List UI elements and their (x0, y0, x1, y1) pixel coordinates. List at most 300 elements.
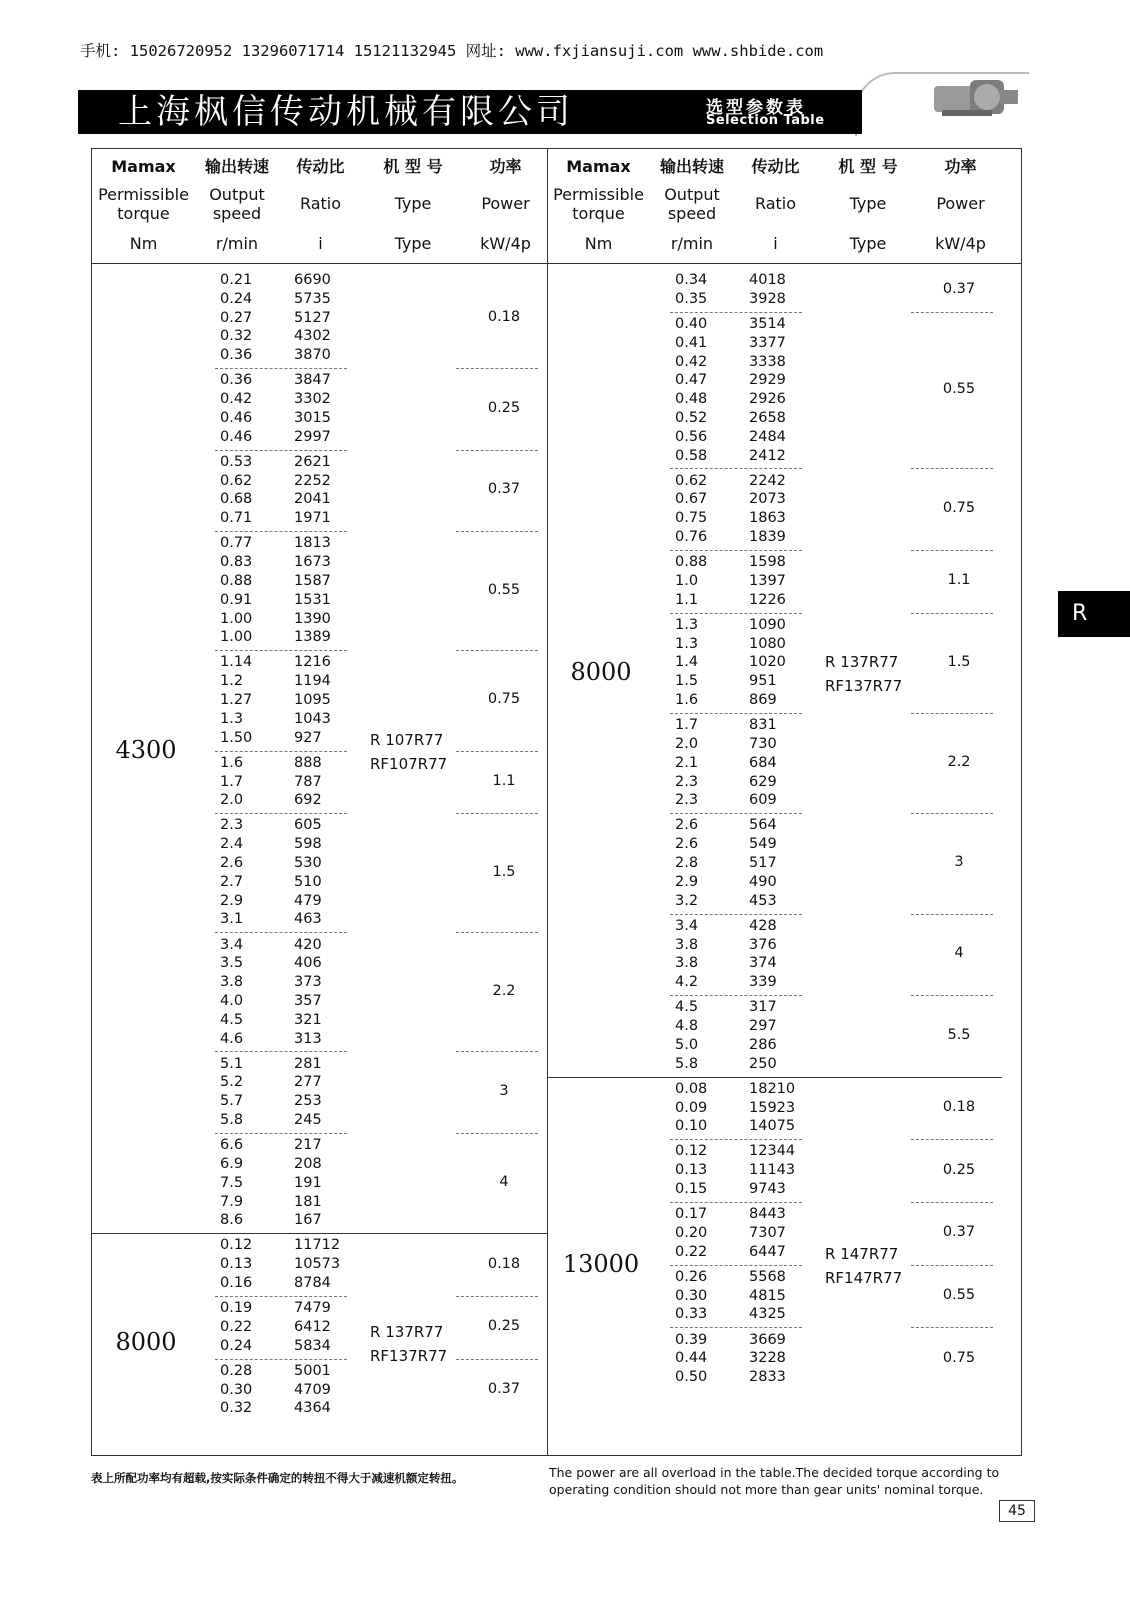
header-0-en2: torque (572, 204, 625, 223)
right-power-2: 0.75 (942, 500, 976, 517)
right-ratio-1-1: 3377 (749, 334, 786, 351)
left-ratio-11-2: 5834 (294, 1337, 331, 1354)
left-power-8: 3 (499, 1083, 509, 1100)
left-ratio-10-1: 10573 (294, 1256, 341, 1273)
right-psep-12 (911, 1327, 993, 1328)
right-ratio-11-0: 8443 (749, 1206, 786, 1223)
right-power-8: 5.5 (947, 1026, 971, 1043)
left-speed-7-0: 3.4 (220, 936, 244, 953)
right-type-0-b: RF137R77 (825, 676, 903, 695)
right-speed-2-2: 0.75 (675, 510, 708, 527)
left-ratio-3-4: 1390 (294, 610, 331, 627)
left-sep-5 (215, 813, 347, 814)
header-1-unit: r/min (670, 234, 714, 253)
right-ratio-1-6: 2484 (749, 428, 786, 445)
header-2-en: Ratio (299, 194, 342, 213)
right-speed-10-1: 0.13 (675, 1162, 708, 1179)
left-speed-9-1: 6.9 (220, 1155, 244, 1172)
right-sep-1 (670, 468, 802, 469)
left-ratio-7-5: 313 (294, 1030, 322, 1047)
left-speed-1-1: 0.42 (220, 391, 253, 408)
left-speed-10-2: 0.16 (220, 1275, 253, 1291)
left-speed-1-2: 0.46 (220, 409, 253, 426)
left-ratio-8-0: 281 (294, 1055, 322, 1072)
left-ratio-5-1: 787 (294, 773, 322, 790)
left-ratio-7-0: 420 (294, 936, 322, 953)
right-ratio-3-1: 1397 (749, 572, 786, 589)
right-speed-5-3: 2.3 (675, 773, 699, 790)
left-sep-4 (215, 751, 347, 752)
header-2-cn: 传动比 (296, 157, 345, 176)
right-ratio-3-2: 1226 (749, 591, 786, 608)
right-ratio-1-2: 3338 (749, 353, 786, 370)
right-speed-5-1: 2.0 (675, 735, 699, 752)
right-power-12: 0.55 (942, 1287, 976, 1303)
header-3-cn: 机 型 号 (838, 157, 898, 176)
right-ratio-12-0: 5568 (749, 1268, 786, 1285)
left-torque-0: 4300 (115, 736, 177, 765)
right-ratio-13-0: 3669 (749, 1331, 786, 1348)
right-power-9: 0.18 (942, 1098, 976, 1115)
right-ratio-13-2: 2833 (749, 1369, 786, 1386)
right-sep-12 (670, 1327, 802, 1328)
left-psep-4 (456, 751, 538, 752)
left-ratio-6-4: 479 (294, 892, 322, 909)
right-ratio-5-2: 684 (749, 754, 777, 771)
right-ratio-7-3: 339 (749, 974, 777, 991)
left-ratio-7-4: 321 (294, 1011, 322, 1028)
left-ratio-9-3: 181 (294, 1193, 322, 1210)
left-speed-8-2: 5.7 (220, 1093, 244, 1110)
right-ratio-9-2: 14075 (749, 1118, 796, 1135)
right-speed-8-1: 4.8 (675, 1018, 699, 1034)
right-psep-3 (911, 613, 993, 614)
right-psep-1 (911, 468, 993, 469)
right-sep-0 (670, 312, 802, 313)
right-sep-11 (670, 1265, 802, 1266)
contact-line: 手机: 15026720952 13296071714 15121132945 网址: www.fxjiansuji.com www.shbide.com (80, 42, 824, 60)
right-torque-divider-1 (547, 1077, 1002, 1078)
right-speed-7-1: 3.8 (675, 936, 699, 953)
right-speed-1-6: 0.56 (675, 428, 708, 445)
left-speed-7-1: 3.5 (220, 955, 244, 972)
left-speed-4-2: 1.27 (220, 692, 253, 708)
left-psep-3 (456, 650, 538, 651)
left-speed-3-5: 1.00 (220, 629, 253, 646)
header-0-en1: Permissible (98, 185, 189, 204)
left-ratio-6-1: 598 (294, 836, 322, 853)
left-speed-9-3: 7.9 (220, 1193, 244, 1210)
right-power-4: 1.5 (947, 653, 971, 670)
left-psep-5 (456, 813, 538, 814)
right-ratio-7-0: 428 (749, 917, 777, 934)
right-ratio-9-0: 18210 (749, 1080, 796, 1097)
right-speed-1-5: 0.52 (675, 409, 708, 426)
right-ratio-2-0: 2242 (749, 472, 786, 489)
right-ratio-1-4: 2926 (749, 391, 786, 408)
left-speed-4-3: 1.3 (220, 710, 244, 727)
right-speed-3-1: 1.0 (675, 572, 699, 589)
left-ratio-8-1: 277 (294, 1074, 322, 1091)
left-speed-3-0: 0.77 (220, 535, 253, 552)
right-power-1: 0.55 (942, 381, 976, 398)
right-ratio-10-1: 11143 (749, 1162, 796, 1179)
left-ratio-6-2: 530 (294, 855, 322, 871)
right-ratio-7-1: 376 (749, 936, 777, 953)
right-speed-13-2: 0.50 (675, 1369, 708, 1386)
right-ratio-10-0: 12344 (749, 1143, 796, 1160)
right-ratio-5-3: 629 (749, 773, 777, 790)
left-sep-8 (215, 1133, 347, 1134)
right-speed-6-0: 2.6 (675, 817, 699, 834)
right-ratio-2-3: 1839 (749, 529, 786, 545)
header-1-en2: speed (212, 204, 262, 223)
right-speed-1-7: 0.58 (675, 447, 708, 464)
right-ratio-12-2: 4325 (749, 1306, 786, 1323)
right-ratio-11-2: 6447 (749, 1243, 786, 1260)
left-speed-3-4: 1.00 (220, 610, 253, 627)
selection-title-cn: 选型参数表 (706, 98, 806, 118)
right-power-3: 1.1 (947, 572, 971, 589)
left-ratio-12-2: 4364 (294, 1400, 331, 1417)
right-ratio-11-1: 7307 (749, 1224, 786, 1241)
left-ratio-2-0: 2621 (294, 453, 331, 470)
header-4-unit: kW/4p (935, 234, 986, 253)
right-psep-7 (911, 995, 993, 996)
right-speed-8-0: 4.5 (675, 999, 699, 1016)
right-ratio-8-0: 317 (749, 999, 777, 1016)
right-ratio-0-1: 3928 (749, 290, 786, 307)
right-power-7: 4 (954, 945, 964, 962)
right-speed-3-2: 1.1 (675, 591, 699, 608)
left-ratio-9-0: 217 (294, 1137, 322, 1154)
left-sep-10 (215, 1296, 347, 1297)
right-sep-9 (670, 1139, 802, 1140)
header-0-en1: Permissible (553, 185, 644, 204)
left-power-9: 4 (499, 1174, 509, 1191)
left-ratio-0-1: 5735 (294, 290, 331, 307)
selection-title-en: Selection Table (706, 113, 825, 128)
header-1-en2: speed (667, 204, 717, 223)
left-speed-5-0: 1.6 (220, 754, 244, 771)
right-psep-11 (911, 1265, 993, 1266)
left-speed-7-3: 4.0 (220, 992, 244, 1009)
left-speed-11-1: 0.22 (220, 1318, 253, 1335)
right-ratio-12-1: 4815 (749, 1287, 786, 1304)
left-psep-2 (456, 531, 538, 532)
left-speed-3-1: 0.83 (220, 554, 253, 571)
right-ratio-6-0: 564 (749, 817, 777, 834)
right-power-11: 0.37 (942, 1224, 976, 1241)
header-3-en: Type (394, 194, 432, 213)
left-sep-11 (215, 1359, 347, 1360)
left-speed-0-3: 0.32 (220, 328, 253, 345)
left-ratio-10-2: 8784 (294, 1275, 331, 1291)
right-sep-5 (670, 813, 802, 814)
left-speed-2-2: 0.68 (220, 491, 253, 508)
right-speed-1-4: 0.48 (675, 391, 708, 408)
left-speed-1-3: 0.46 (220, 428, 253, 445)
left-speed-4-1: 1.2 (220, 673, 244, 690)
right-speed-0-0: 0.34 (675, 272, 708, 288)
right-speed-7-3: 4.2 (675, 974, 699, 991)
left-psep-10 (456, 1296, 538, 1297)
right-speed-5-2: 2.1 (675, 754, 699, 771)
left-speed-0-1: 0.24 (220, 290, 253, 307)
left-ratio-8-3: 245 (294, 1112, 322, 1128)
left-speed-11-2: 0.24 (220, 1337, 253, 1354)
right-speed-2-1: 0.67 (675, 491, 708, 508)
right-speed-13-0: 0.39 (675, 1331, 708, 1348)
right-speed-6-1: 2.6 (675, 836, 699, 853)
left-ratio-4-3: 1043 (294, 710, 331, 727)
left-ratio-9-4: 167 (294, 1212, 322, 1229)
left-ratio-3-2: 1587 (294, 572, 331, 589)
right-ratio-1-7: 2412 (749, 447, 786, 464)
right-speed-0-1: 0.35 (675, 290, 708, 307)
left-speed-10-1: 0.13 (220, 1256, 253, 1273)
right-speed-6-3: 2.9 (675, 873, 699, 890)
left-speed-1-0: 0.36 (220, 372, 253, 389)
header-3-unit: Type (394, 234, 432, 253)
left-ratio-6-3: 510 (294, 873, 322, 890)
left-ratio-0-4: 3870 (294, 347, 331, 364)
header-0-unit: Nm (584, 234, 613, 253)
left-ratio-9-1: 208 (294, 1155, 322, 1172)
left-ratio-10-0: 11712 (294, 1237, 341, 1254)
right-ratio-4-1: 1080 (749, 635, 786, 652)
right-type-1-b: RF147R77 (825, 1268, 903, 1287)
right-sep-6 (670, 914, 802, 915)
right-speed-12-2: 0.33 (675, 1306, 708, 1323)
right-psep-6 (911, 914, 993, 915)
right-speed-12-1: 0.30 (675, 1287, 708, 1304)
right-ratio-1-3: 2929 (749, 372, 786, 389)
header-2-unit: i (318, 234, 323, 253)
header-4-en: Power (481, 194, 530, 213)
left-speed-9-0: 6.6 (220, 1137, 244, 1154)
left-ratio-6-5: 463 (294, 911, 322, 928)
right-sep-2 (670, 550, 802, 551)
left-speed-12-2: 0.32 (220, 1400, 253, 1417)
left-speed-4-4: 1.50 (220, 729, 253, 746)
right-power-5: 2.2 (947, 754, 971, 771)
left-ratio-12-1: 4709 (294, 1381, 331, 1398)
left-speed-5-2: 2.0 (220, 792, 244, 809)
left-ratio-9-2: 191 (294, 1174, 322, 1191)
left-speed-8-0: 5.1 (220, 1055, 244, 1072)
left-speed-3-3: 0.91 (220, 591, 253, 608)
left-speed-7-4: 4.5 (220, 1011, 244, 1028)
right-sep-4 (670, 713, 802, 714)
right-speed-10-0: 0.12 (675, 1143, 708, 1160)
right-speed-11-1: 0.20 (675, 1224, 708, 1241)
left-ratio-3-5: 1389 (294, 629, 331, 646)
right-ratio-5-4: 609 (749, 792, 777, 809)
right-ratio-4-4: 869 (749, 692, 777, 708)
header-divider (92, 263, 1021, 264)
left-ratio-0-0: 6690 (294, 272, 331, 288)
right-speed-9-2: 0.10 (675, 1118, 708, 1135)
right-ratio-8-1: 297 (749, 1018, 777, 1034)
left-speed-11-0: 0.19 (220, 1300, 253, 1317)
left-sep-7 (215, 1051, 347, 1052)
right-ratio-9-1: 15923 (749, 1099, 796, 1116)
left-ratio-1-0: 3847 (294, 372, 331, 389)
header-0-cn: Mamax (566, 157, 631, 176)
header-1-en1: Output (209, 185, 265, 204)
header-2-cn: 传动比 (751, 157, 800, 176)
left-ratio-0-3: 4302 (294, 328, 331, 345)
right-sep-7 (670, 995, 802, 996)
right-psep-10 (911, 1202, 993, 1203)
left-ratio-4-1: 1194 (294, 673, 331, 690)
company-name: 上海枫信传动机械有限公司 (118, 92, 574, 132)
left-ratio-0-2: 5127 (294, 309, 331, 326)
header-1-unit: r/min (215, 234, 259, 253)
left-ratio-1-3: 2997 (294, 428, 331, 445)
left-speed-0-0: 0.21 (220, 272, 253, 288)
right-power-0: 0.37 (942, 280, 976, 297)
right-ratio-10-2: 9743 (749, 1181, 786, 1197)
left-sep-2 (215, 531, 347, 532)
right-speed-9-0: 0.08 (675, 1080, 708, 1097)
left-speed-3-2: 0.88 (220, 572, 253, 589)
right-speed-8-2: 5.0 (675, 1036, 699, 1053)
header-4-en: Power (936, 194, 985, 213)
left-psep-1 (456, 450, 538, 451)
right-speed-12-0: 0.26 (675, 1268, 708, 1285)
right-torque-0: 8000 (570, 657, 632, 686)
left-ratio-3-0: 1813 (294, 535, 331, 552)
left-speed-7-5: 4.6 (220, 1030, 244, 1047)
right-speed-13-1: 0.44 (675, 1350, 708, 1367)
right-speed-11-0: 0.17 (675, 1206, 708, 1223)
header-1-en1: Output (664, 185, 720, 204)
right-speed-3-0: 0.88 (675, 554, 708, 571)
right-speed-8-3: 5.8 (675, 1055, 699, 1072)
left-psep-6 (456, 932, 538, 933)
right-speed-5-0: 1.7 (675, 717, 699, 734)
right-speed-1-2: 0.42 (675, 353, 708, 370)
section-tab: R (1058, 591, 1130, 637)
left-ratio-4-4: 927 (294, 729, 322, 746)
header-2-en: Ratio (754, 194, 797, 213)
left-torque-divider-1 (92, 1233, 547, 1234)
left-speed-6-3: 2.7 (220, 873, 244, 890)
footnote-cn: 表上所配功率均有超载,按实际条件确定的转扭不得大于减速机额定转扭。 (91, 1471, 464, 1485)
left-sep-1 (215, 450, 347, 451)
right-ratio-3-0: 1598 (749, 554, 786, 571)
left-ratio-7-2: 373 (294, 974, 322, 991)
right-speed-4-0: 1.3 (675, 616, 699, 633)
header-4-cn: 功率 (489, 157, 522, 176)
right-speed-9-1: 0.09 (675, 1099, 708, 1116)
right-ratio-6-3: 490 (749, 873, 777, 890)
left-speed-6-1: 2.4 (220, 836, 244, 853)
left-speed-9-4: 8.6 (220, 1212, 244, 1229)
right-ratio-1-5: 2658 (749, 409, 786, 426)
left-ratio-12-0: 5001 (294, 1362, 331, 1379)
header-0-cn: Mamax (111, 157, 176, 176)
left-speed-6-5: 3.1 (220, 911, 244, 928)
right-ratio-13-1: 3228 (749, 1350, 786, 1367)
left-speed-6-0: 2.3 (220, 817, 244, 834)
left-speed-9-2: 7.5 (220, 1174, 244, 1191)
left-power-0: 0.18 (487, 309, 521, 325)
left-power-11: 0.25 (487, 1318, 521, 1335)
right-speed-6-4: 3.2 (675, 892, 699, 909)
left-type-0-b: RF107R77 (370, 755, 448, 774)
left-psep-11 (456, 1359, 538, 1360)
right-ratio-1-0: 3514 (749, 315, 786, 332)
page-number: 45 (999, 1500, 1035, 1522)
right-sep-3 (670, 613, 802, 614)
right-speed-2-0: 0.62 (675, 472, 708, 489)
left-speed-8-3: 5.8 (220, 1112, 244, 1128)
left-power-12: 0.37 (487, 1381, 521, 1397)
left-ratio-8-2: 253 (294, 1093, 322, 1110)
left-ratio-4-0: 1216 (294, 654, 331, 671)
left-speed-0-2: 0.27 (220, 309, 253, 326)
right-sep-10 (670, 1202, 802, 1203)
header-4-unit: kW/4p (480, 234, 531, 253)
left-ratio-2-2: 2041 (294, 491, 331, 508)
left-speed-8-1: 5.2 (220, 1074, 244, 1091)
right-speed-4-2: 1.4 (675, 654, 699, 671)
left-speed-7-2: 3.8 (220, 974, 244, 991)
left-type-1-a: R 137R77 (370, 1323, 444, 1342)
left-ratio-4-2: 1095 (294, 692, 331, 708)
left-ratio-11-1: 6412 (294, 1318, 331, 1335)
right-ratio-6-4: 453 (749, 892, 777, 909)
left-sep-0 (215, 368, 347, 369)
right-speed-7-2: 3.8 (675, 955, 699, 972)
right-ratio-8-3: 250 (749, 1055, 777, 1072)
right-speed-1-0: 0.40 (675, 315, 708, 332)
header-4-cn: 功率 (944, 157, 977, 176)
left-ratio-5-2: 692 (294, 792, 322, 809)
left-power-5: 1.1 (492, 772, 516, 789)
left-ratio-7-1: 406 (294, 955, 322, 972)
right-ratio-2-1: 2073 (749, 491, 786, 508)
right-psep-5 (911, 813, 993, 814)
left-power-3: 0.55 (487, 581, 521, 598)
right-power-13: 0.75 (942, 1349, 976, 1366)
right-power-6: 3 (954, 854, 964, 871)
left-ratio-11-0: 7479 (294, 1300, 331, 1317)
left-speed-2-3: 0.71 (220, 510, 253, 527)
right-psep-0 (911, 312, 993, 313)
footnote-en: The power are all overload in the table.The decided torque according to operating condition should not more than gear units' nominal torque. (549, 1465, 1000, 1497)
right-speed-4-1: 1.3 (675, 635, 699, 652)
header-0-unit: Nm (129, 234, 158, 253)
header-0-en2: torque (117, 204, 170, 223)
right-speed-10-2: 0.15 (675, 1181, 708, 1197)
header-1-cn: 输出转速 (204, 157, 269, 176)
right-speed-5-4: 2.3 (675, 792, 699, 809)
selection-table (91, 148, 1022, 1456)
left-psep-0 (456, 368, 538, 369)
left-ratio-3-3: 1531 (294, 591, 331, 608)
left-speed-5-1: 1.7 (220, 773, 244, 790)
header-1-cn: 输出转速 (659, 157, 724, 176)
right-power-10: 0.25 (942, 1161, 976, 1178)
left-speed-10-0: 0.12 (220, 1237, 253, 1254)
right-ratio-4-2: 1020 (749, 654, 786, 671)
right-speed-4-4: 1.6 (675, 692, 699, 708)
left-speed-12-1: 0.30 (220, 1381, 253, 1398)
